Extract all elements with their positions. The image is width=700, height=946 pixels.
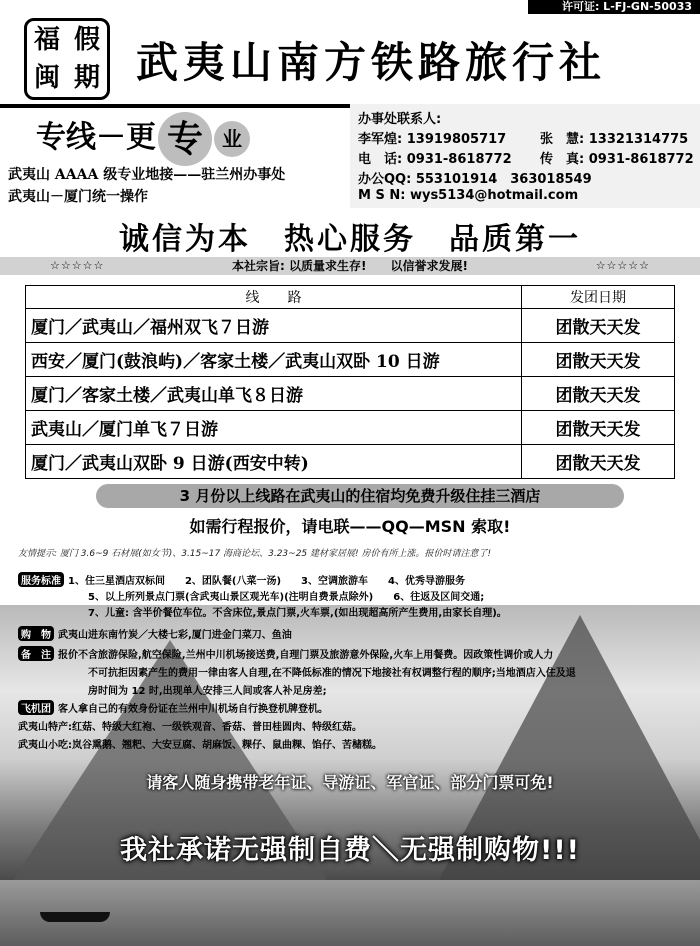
header-date: 发团日期 [522, 286, 675, 309]
shopping-text: 武夷山进东南竹炭／大楼七彩,厦门进金门菜刀、鱼油 [58, 630, 292, 641]
contact-entry: M S N: wys5134@hotmail.com [358, 188, 579, 203]
slogan-circle-small: 业 [214, 121, 250, 157]
documents-notice: 请客人随身携带老年证、导游证、军官证、部分门票可免! [146, 773, 554, 792]
slogan-part: 专线－更 [36, 120, 156, 155]
shopping-label: 购 物 [18, 626, 54, 641]
snacks-label: 武夷山小吃: [18, 740, 72, 751]
bamboo-raft [40, 912, 110, 922]
table-row [26, 377, 675, 411]
contact-heading: 办事处联系人: [358, 112, 442, 127]
shopping-line [18, 626, 292, 641]
route-cell: 西安／厦门(鼓浪屿)／客家土楼／武夷山双卧 10 日游 [26, 343, 522, 377]
contact-entry: 张 慧: 13321314775 [540, 132, 689, 147]
specialty-line [18, 718, 362, 733]
date-cell: 团散天天发 [522, 377, 675, 411]
route-cell: 武夷山／厦门单飞７日游 [26, 411, 522, 445]
contact-panel [350, 104, 700, 208]
table-row [26, 445, 675, 479]
specialty-label: 武夷山特产: [18, 722, 72, 733]
contact-row [358, 148, 512, 167]
operation-line: 武夷山 AAAA 级专业地接——驻兰州办事处 [8, 167, 286, 183]
remarks-label: 备 注 [18, 646, 54, 661]
remarks-line [18, 646, 553, 661]
logo-char: 假 [73, 25, 100, 55]
motto: 诚信为本 热心服务 品质第一 [119, 222, 581, 257]
stars-left: ☆☆☆☆☆ [50, 259, 105, 272]
route-cell: 厦门／客家土楼／武夷山单飞８日游 [26, 377, 522, 411]
table-header-row [26, 286, 675, 309]
logo-char: 闽 [33, 63, 60, 93]
logo-char: 福 [33, 25, 60, 55]
table-row [26, 411, 675, 445]
upgrade-banner: 3 月份以上线路在武夷山的住宿均免费升级住挂三酒店 [96, 484, 624, 508]
contact-entry: 李军煌: 13919805717 [358, 132, 507, 147]
table-row [26, 309, 675, 343]
remarks-text: 报价不含旅游保险,航空保险,兰州中川机场接送费,自理门票及旅游意外保险,火车上用餐费。因政策性调价或人力 [58, 650, 554, 661]
contact-entry: 办公QQ: 553101914 363018549 [358, 172, 592, 187]
logo-char: 期 [73, 63, 100, 93]
snacks-text: 岚谷熏鹅、翘粑、大安豆腐、胡麻饭、粿仔、鼠曲粿、馅仔、苦槠糕。 [72, 740, 382, 751]
date-cell: 团散天天发 [522, 445, 675, 479]
routes-table [25, 285, 675, 479]
route-cell: 厦门／武夷山双卧 9 日游(西安中转) [26, 445, 522, 479]
table-row [26, 343, 675, 377]
stars-right: ☆☆☆☆☆ [595, 259, 650, 272]
route-cell: 厦门／武夷山／福州双飞７日游 [26, 309, 522, 343]
date-cell: 团散天天发 [522, 343, 675, 377]
airport-line [18, 700, 328, 715]
remarks-line: 不可抗拒因素产生的费用一律由客人自理,在不降低标准的情况下地接社有权调整行程的顺序;当地酒店入住及退 [88, 668, 576, 679]
specialty-text: 红菇、特级大红袍、一级铁观音、香菇、普田桂圆肉、特级红菇。 [72, 722, 362, 733]
contact-row [358, 128, 506, 147]
company-logo [24, 18, 110, 100]
contact-entry: 电 话: 0931-8618772 [358, 152, 512, 167]
operation-line: 武夷山－厦门统一操作 [8, 189, 148, 205]
company-name: 武夷山南方铁路旅行社 [136, 38, 607, 87]
license-number: 许可证: L-FJ-GN-50033 [528, 0, 700, 14]
header-route: 线 路 [26, 286, 522, 309]
date-cell: 团散天天发 [522, 411, 675, 445]
service-line [18, 572, 465, 587]
snacks-line [18, 736, 382, 751]
date-cell: 团散天天发 [522, 309, 675, 343]
airport-label: 飞机团 [18, 700, 54, 715]
slogan-circle-big: 专 [158, 112, 212, 166]
service-line: 5、以上所列景点门票(含武夷山景区观光车)(注明自费景点除外) 6、往返及区间交通; [88, 592, 485, 603]
professional-slogan [36, 112, 250, 158]
service-line: 7、儿童: 含半价餐位车位。不含床位,景点门票,火车票,(如出现超高所产生费用,由家长自理)。 [88, 608, 507, 619]
no-forced-shopping-promise: 我社承诺无强制自费＼无强制购物!!! [120, 835, 580, 866]
contact-row [358, 188, 578, 203]
contact-row [358, 168, 592, 187]
service-label: 服务标准 [18, 572, 64, 587]
contact-entry: 传 真: 0931-8618772 [540, 152, 694, 167]
company-purpose: 本社宗旨: 以质量求生存! 以信誉求发展! [232, 259, 468, 273]
quote-request: 如需行程报价，请电联——QQ—MSN 索取! [189, 517, 511, 536]
remarks-line: 房时间为 12 时,出现单人安排三人间或客人补足房差; [88, 686, 327, 697]
airport-text: 客人拿自己的有效身份证在兰州中川机场自行换登机牌登机。 [58, 704, 328, 715]
service-text: 1、住三星酒店双标间 2、团队餐(八菜一汤) 3、空调旅游车 4、优秀导游服务 [68, 576, 465, 587]
friendly-tip: 友情提示: 厦门 3.6~9 石材展(如女节)、3.15~17 海商论坛、3.23~25 建材家居展! 房价有所上涨。报价时请注意了! [18, 549, 492, 559]
